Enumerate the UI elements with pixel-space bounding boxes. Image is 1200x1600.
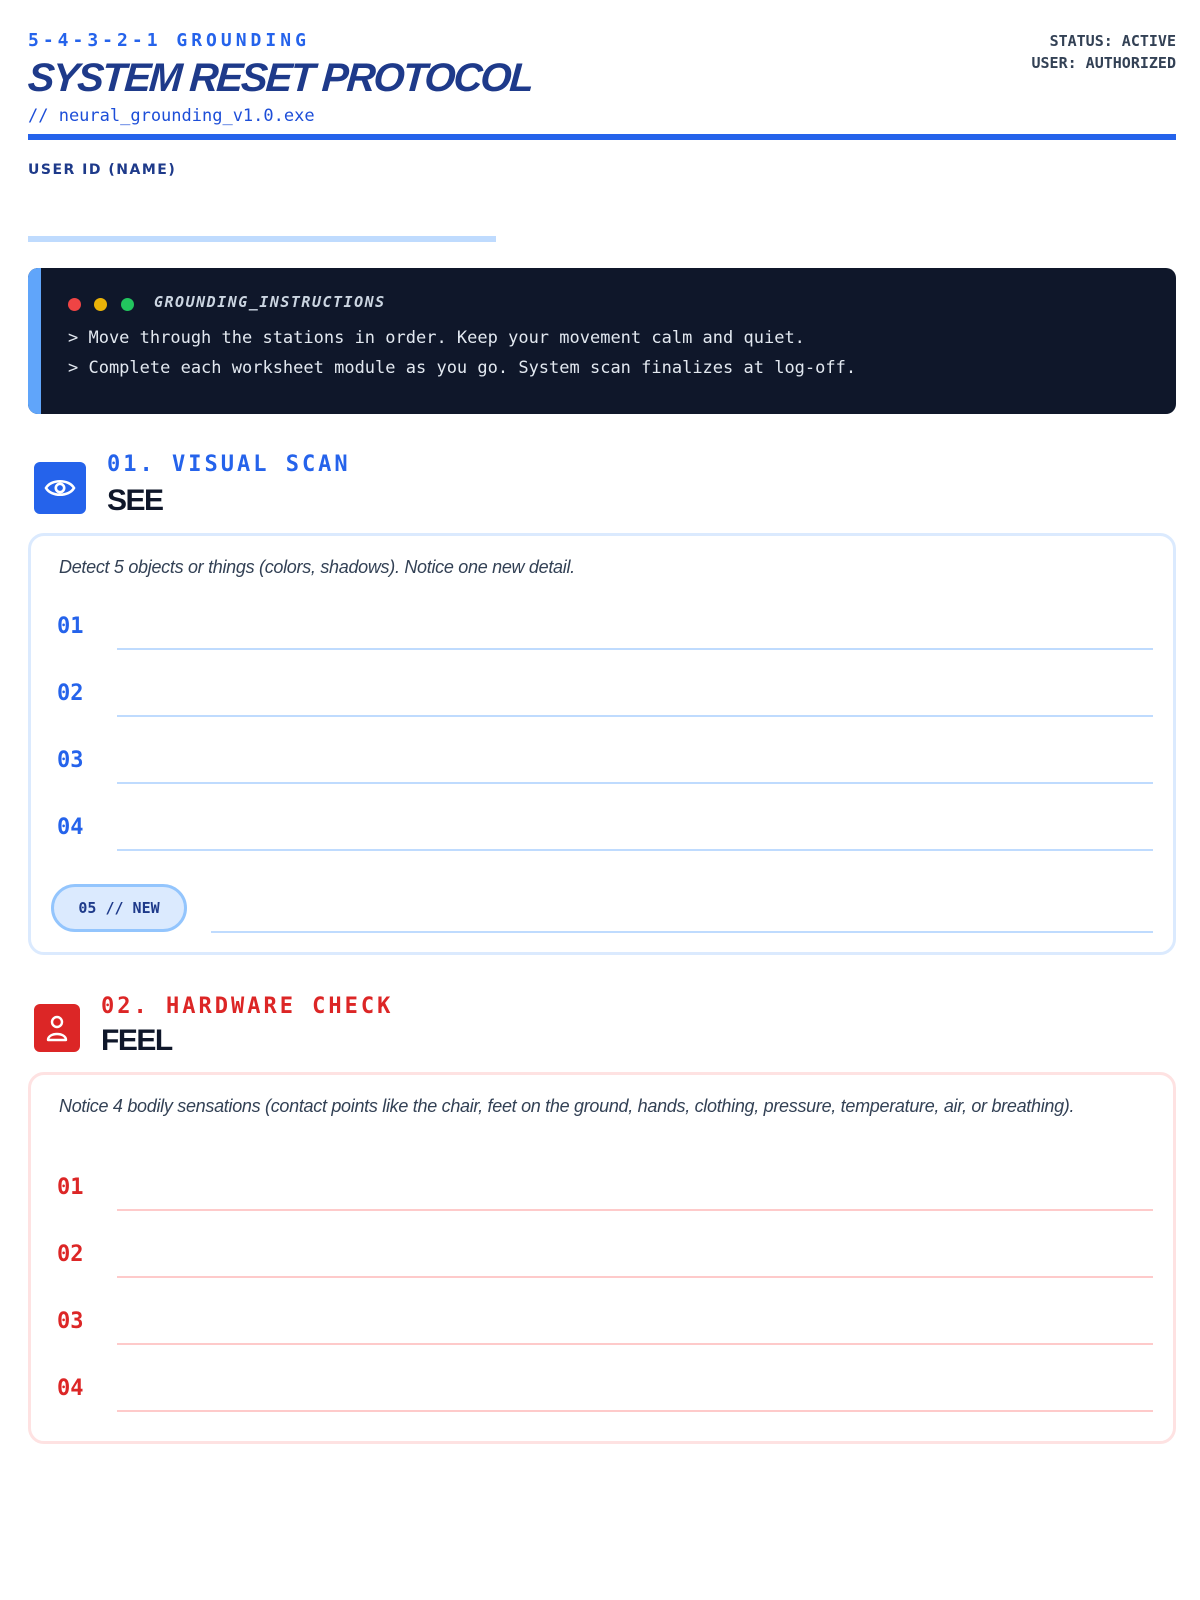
row-number: 01	[57, 1175, 84, 1200]
answer-line[interactable]	[117, 849, 1153, 851]
terminal-title: GROUNDING_INSTRUCTIONS	[154, 293, 386, 311]
filename-label: // neural_grounding_v1.0.exe	[28, 106, 315, 126]
answer-row	[31, 736, 1173, 802]
terminal-line: > Complete each worksheet module as you go. System scan finalizes at log-off.	[68, 358, 857, 378]
row-number: 04	[57, 815, 84, 840]
instructions-terminal	[28, 268, 1176, 414]
eye-icon	[34, 462, 86, 514]
section-title: FEEL	[101, 1024, 172, 1057]
row-number: 03	[57, 1309, 84, 1334]
kicker-label: 5-4-3-2-1 GROUNDING	[28, 30, 310, 51]
section-prompt: Notice 4 bodily sensations (contact points like the chair, feet on the ground, hands, clothing, pressure, temperature, air, or breathing).	[59, 1096, 1075, 1116]
user-text: USER: AUTHORIZED	[1031, 54, 1176, 72]
window-dot-red-icon	[68, 298, 81, 311]
answer-line[interactable]	[211, 931, 1153, 933]
window-dot-green-icon	[121, 298, 134, 311]
answer-row	[31, 602, 1173, 668]
section-code: 01. VISUAL SCAN	[107, 452, 351, 477]
answer-row	[31, 1364, 1173, 1430]
row-number: 03	[57, 748, 84, 773]
worksheet-page	[26, 0, 1176, 1401]
status-text: STATUS: ACTIVE	[1049, 32, 1176, 50]
terminal-line: > Move through the stations in order. Keep your movement calm and quiet.	[68, 328, 805, 348]
section-prompt: Detect 5 objects or things (colors, shadows). Notice one new detail.	[59, 557, 575, 577]
person-icon	[34, 1004, 80, 1052]
terminal-accent-bar	[28, 268, 41, 414]
section-code: 02. HARDWARE CHECK	[101, 994, 394, 1019]
row-number: 04	[57, 1376, 84, 1401]
new-detail-badge: 05 // NEW	[51, 884, 187, 932]
answer-line[interactable]	[117, 1343, 1153, 1345]
window-dot-yellow-icon	[94, 298, 107, 311]
status-block	[1032, 30, 1177, 74]
answer-line[interactable]	[117, 715, 1153, 717]
answer-row	[31, 669, 1173, 735]
name-field-label: USER ID (NAME)	[28, 162, 177, 178]
section-title: SEE	[107, 484, 163, 517]
answer-row	[31, 1297, 1173, 1363]
answer-row	[31, 1163, 1173, 1229]
answer-row	[31, 1230, 1173, 1296]
page-title: SYSTEM RESET PROTOCOL	[26, 56, 534, 100]
answer-line[interactable]	[117, 648, 1153, 650]
answer-line[interactable]	[117, 1410, 1153, 1412]
header-divider	[28, 134, 1176, 140]
answer-row	[31, 803, 1173, 869]
row-number: 02	[57, 681, 84, 706]
page-header	[28, 0, 1176, 140]
feel-card	[28, 1072, 1176, 1444]
answer-line[interactable]	[117, 1276, 1153, 1278]
row-number: 02	[57, 1242, 84, 1267]
name-input[interactable]	[28, 188, 496, 242]
answer-line[interactable]	[117, 782, 1153, 784]
answer-line[interactable]	[117, 1209, 1153, 1211]
row-number: 01	[57, 614, 84, 639]
see-card	[28, 533, 1176, 955]
